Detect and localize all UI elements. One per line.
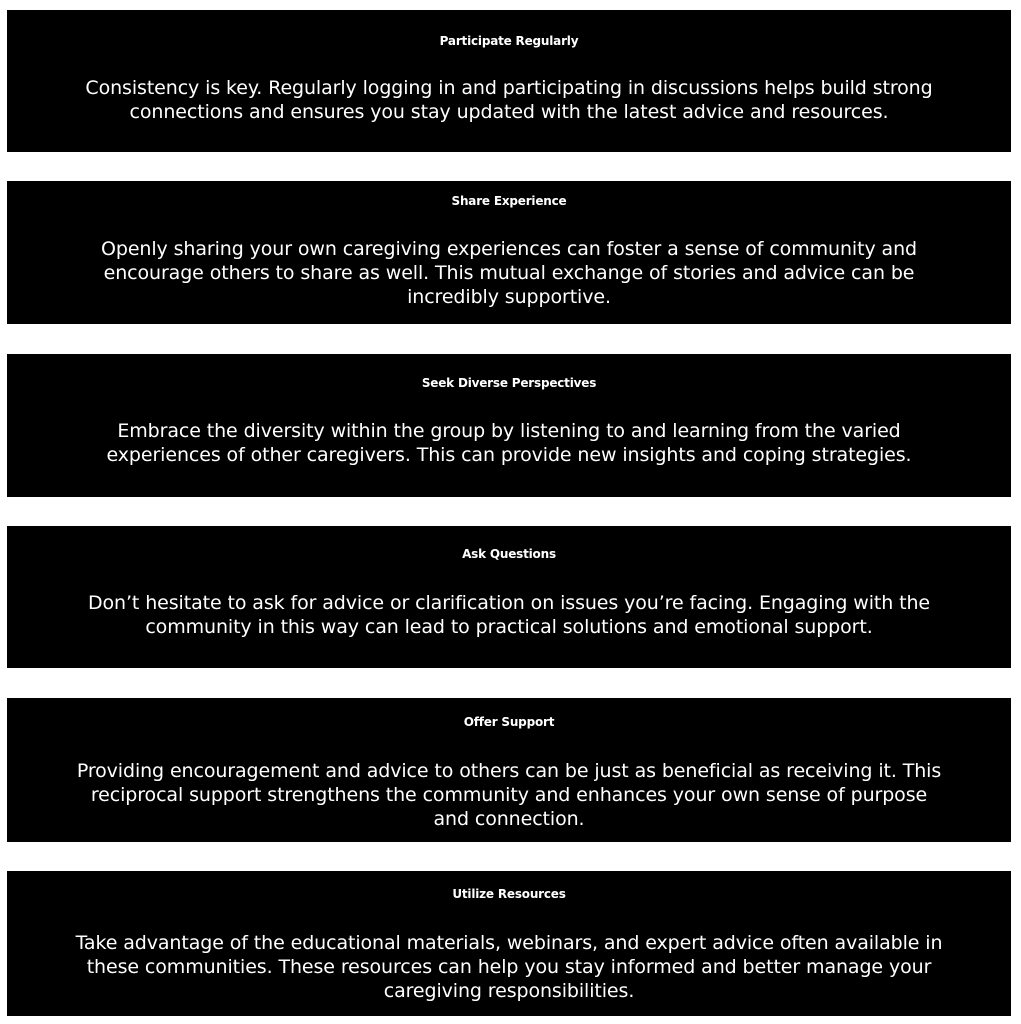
card-body-line: Embrace the diversity within the group by listening to and learning from the varied (117, 420, 901, 442)
card-body (7, 759, 1011, 831)
tip-card-participate-regularly (7, 10, 1011, 152)
card-body (7, 76, 1011, 124)
card-body-line: encourage others to share as well. This mutual exchange of stories and advice can be (103, 262, 915, 284)
card-body-line: Openly sharing your own caregiving experiences can foster a sense of community and (101, 238, 917, 260)
tip-card-utilize-resources (7, 871, 1011, 1016)
tip-card-share-experience (7, 181, 1011, 324)
tip-card-seek-diverse-perspectives (7, 354, 1011, 497)
card-title: Offer Support (463, 715, 555, 729)
card-body-line: community in this way can lead to practical solutions and emotional support. (145, 616, 873, 638)
card-body-line: incredibly supportive. (407, 286, 611, 308)
card-body-line: reciprocal support strengthens the community and enhances your own sense of purpose (90, 784, 928, 806)
card-body (7, 419, 1011, 467)
card-body-line: caregiving responsibilities. (383, 980, 635, 1002)
card-body-line: and connection. (433, 808, 585, 830)
card-body (7, 237, 1011, 309)
card-title: Ask Questions (462, 547, 556, 561)
card-title: Utilize Resources (452, 887, 566, 901)
card-title: Share Experience (451, 194, 567, 208)
card-body-line: Take advantage of the educational materials, webinars, and expert advice often available in (75, 932, 943, 954)
card-title: Participate Regularly (439, 34, 579, 48)
card-body (7, 591, 1011, 639)
card-body-line: these communities. These resources can help you stay informed and better manage your (86, 956, 932, 978)
tip-card-offer-support (7, 698, 1011, 842)
card-body-line: experiences of other caregivers. This can provide new insights and coping strategies. (106, 444, 912, 466)
card-body-line: Consistency is key. Regularly logging in and participating in discussions helps build strong (85, 77, 933, 99)
tip-card-ask-questions (7, 526, 1011, 668)
card-body-line: connections and ensures you stay updated with the latest advice and resources. (129, 101, 889, 123)
card-body (7, 931, 1011, 1003)
card-title: Seek Diverse Perspectives (421, 376, 597, 390)
card-body-line: Don’t hesitate to ask for advice or clarification on issues you’re facing. Engaging with the (87, 592, 931, 614)
card-body-line: Providing encouragement and advice to others can be just as beneficial as receiving it. This (76, 760, 942, 782)
